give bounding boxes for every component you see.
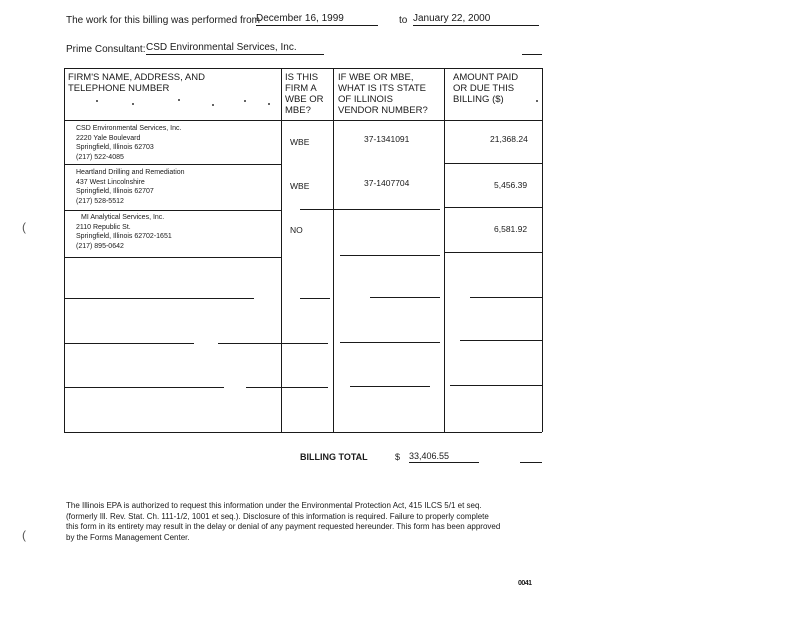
header-vendor-line-1: IF WBE OR MBE, [338,72,414,83]
notice-line: The Illinois EPA is authorized to request this information under the Environmental Protection Act, 415 ILCS 5/1 et seq. [66,501,482,510]
vendor-number: 37-1341091 [364,134,410,144]
period-from-date: December 16, 1999 [256,13,378,26]
header-wbe-line-3: WBE OR [285,94,324,105]
header-wbe-line-1: IS THIS [285,72,319,83]
page-mark: 0041 [518,580,532,587]
firm-city: Springfield, Illinois 62707 [76,188,154,195]
header-vendor-line-2: WHAT IS ITS STATE [338,83,426,94]
header-vendor-line-3: OF ILLINOIS [338,94,393,105]
notice-line: this form in its entirety may result in the delay or denial of any payment requested hereunder. This form has been approved [66,522,501,531]
table-row [76,124,181,162]
amount: 5,456.39 [494,180,528,190]
firm-street: 2110 Republic St. [76,223,131,231]
binder-mark-icon: ( [22,220,26,234]
wbe-mbe-status: WBE [290,181,310,191]
notice-line: by the Forms Management Center. [66,532,190,542]
notice-line: (formerly Ill. Rev. Stat. Ch. 111-1/2, 1001 et seq.). Disclosure of this information is required. Failure to properly complete [66,511,489,521]
table-row [76,168,185,206]
period-prefix: The work for this billing was performed from [66,15,260,26]
header-amount-line-2: OR DUE THIS [453,83,515,94]
firm-phone: (217) 528-5512 [76,197,124,205]
header-amount-line-1: AMOUNT PAID [453,72,519,83]
billing-total-label: BILLING TOTAL [300,452,368,462]
vendor-number: 37-1407704 [364,178,410,188]
table-row [76,213,172,251]
header-firm-line-2: TELEPHONE NUMBER [68,83,170,94]
header-is-wbe-mbe [285,72,331,116]
header-vendor-line-4: VENDOR NUMBER? [338,105,428,116]
wbe-mbe-status: WBE [290,137,310,147]
header-wbe-line-4: MBE? [285,105,311,116]
billing-total-currency: $ [395,452,401,462]
firm-street: 437 West Lincolnshire [76,178,145,186]
firm-name: CSD Environmental Services, Inc. [76,125,182,132]
firm-name: MI Analytical Services, Inc. [81,214,165,221]
period-to-label: to [399,15,408,26]
header-amount [453,72,541,105]
header-vendor-number [338,72,442,116]
firm-city: Springfield, Illinois 62702-1651 [76,233,172,240]
billing-total-value: 33,406.55 [409,451,479,463]
firm-name: Heartland Drilling and Remediation [76,169,185,176]
firm-city: Springfield, Illinois 62703 [76,144,154,151]
binder-mark-icon: ( [22,528,26,542]
legal-notice [66,501,500,543]
header-amount-line-3: BILLING ($) [453,94,504,105]
firm-phone: (217) 895-0642 [76,242,124,250]
firm-phone: (217) 522-4085 [76,153,124,161]
header-firm-line-1: FIRM'S NAME, ADDRESS, AND [68,72,205,83]
header-firm [68,72,278,94]
wbe-mbe-status: NO [290,225,303,235]
period-to-date: January 22, 2000 [413,13,539,26]
firm-street: 2220 Yale Boulevard [76,134,141,142]
prime-consultant-value: CSD Environmental Services, Inc. [146,42,324,55]
header-wbe-line-2: FIRM A [285,83,317,94]
amount: 6,581.92 [494,224,528,234]
prime-consultant-label: Prime Consultant: [66,44,146,55]
amount: 21,368.24 [490,134,528,144]
